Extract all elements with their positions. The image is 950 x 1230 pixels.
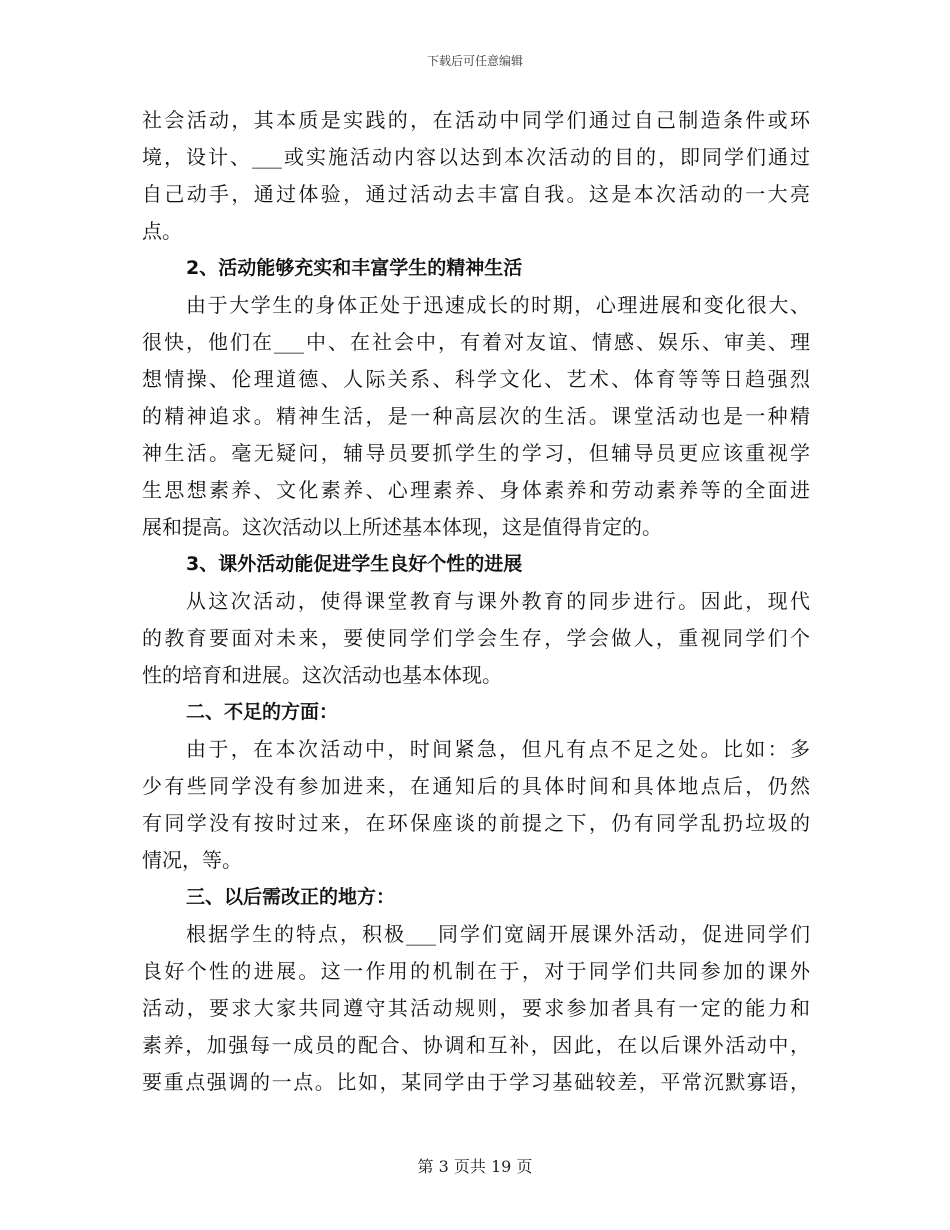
paragraph-line: 生思想素养、文化素养、心理素养、身体素养和劳动素养等的全面进 [142, 478, 810, 502]
paragraph-line: 性的培育和进展。这次活动也基本体现。 [142, 663, 502, 687]
paragraph-line: 境，设计、___或实施活动内容以达到本次活动的目的，即同学们通过 [142, 145, 810, 169]
paragraph-first-line: 根据学生的特点，积极___同学们宽阔开展课外活动，促进同学们 [186, 922, 810, 946]
page-header: 下载后可任意编辑 [426, 54, 523, 68]
paragraph-line: 素养，加强每一成员的配合、协调和互补，因此，在以后课外活动中， [142, 1033, 810, 1057]
section-heading: 2、活动能够充实和丰富学生的精神生活 [186, 257, 523, 279]
document-body [142, 102, 810, 1101]
paragraph-line: 活动，要求大家共同遵守其活动规则，要求参加者具有一定的能力和 [142, 996, 810, 1020]
paragraph-line: 的教育要面对未来，要使同学们学会生存，学会做人，重视同学们个 [142, 626, 810, 650]
paragraph-line: 社会活动，其本质是实践的，在活动中同学们通过自己制造条件或环 [142, 108, 810, 132]
page-number: 第 3 页共 19 页 [417, 1157, 533, 1176]
paragraph-line: 神生活。毫无疑问，辅导员要抓学生的学习，但辅导员更应该重视学 [142, 441, 810, 465]
paragraph-first-line: 由于，在本次活动中，时间紧急，但凡有点不足之处。比如：多 [186, 737, 810, 761]
paragraph-line: 很快，他们在___中、在社会中，有着对友谊、情感、娱乐、审美、理 [142, 330, 810, 354]
paragraph-first-line: 由于大学生的身体正处于迅速成长的时期，心理进展和变化很大、 [186, 293, 810, 317]
paragraph-line: 展和提高。这次活动以上所述基本体现，这是值得肯定的。 [142, 515, 662, 539]
paragraph-first-line: 从这次活动，使得课堂教育与课外教育的同步进行。因此，现代 [186, 589, 810, 613]
paragraph-line: 有同学没有按时过来，在环保座谈的前提之下，仍有同学乱扔垃圾的 [142, 811, 810, 835]
paragraph-line: 的精神追求。精神生活，是一种高层次的生活。课堂活动也是一种精 [142, 404, 810, 428]
paragraph-line: 少有些同学没有参加进来，在通知后的具体时间和具体地点后，仍然 [142, 774, 810, 798]
paragraph-line: 良好个性的进展。这一作用的机制在于，对于同学们共同参加的课外 [142, 959, 810, 983]
paragraph-line: 点。 [142, 219, 182, 243]
paragraph-line: 要重点强调的一点。比如，某同学由于学习基础较差，平常沉默寡语， [142, 1070, 810, 1094]
section-heading: 三、以后需改正的地方： [186, 886, 396, 908]
paragraph-line: 自己动手，通过体验，通过活动去丰富自我。这是本次活动的一大亮 [142, 182, 810, 206]
section-heading: 二、不足的方面： [186, 701, 339, 723]
paragraph-line: 情况，等。 [142, 848, 242, 872]
paragraph-line: 想情操、伦理道德、人际关系、科学文化、艺术、体育等等日趋强烈 [142, 367, 810, 391]
section-heading: 3、课外活动能促进学生良好个性的进展 [186, 553, 523, 575]
